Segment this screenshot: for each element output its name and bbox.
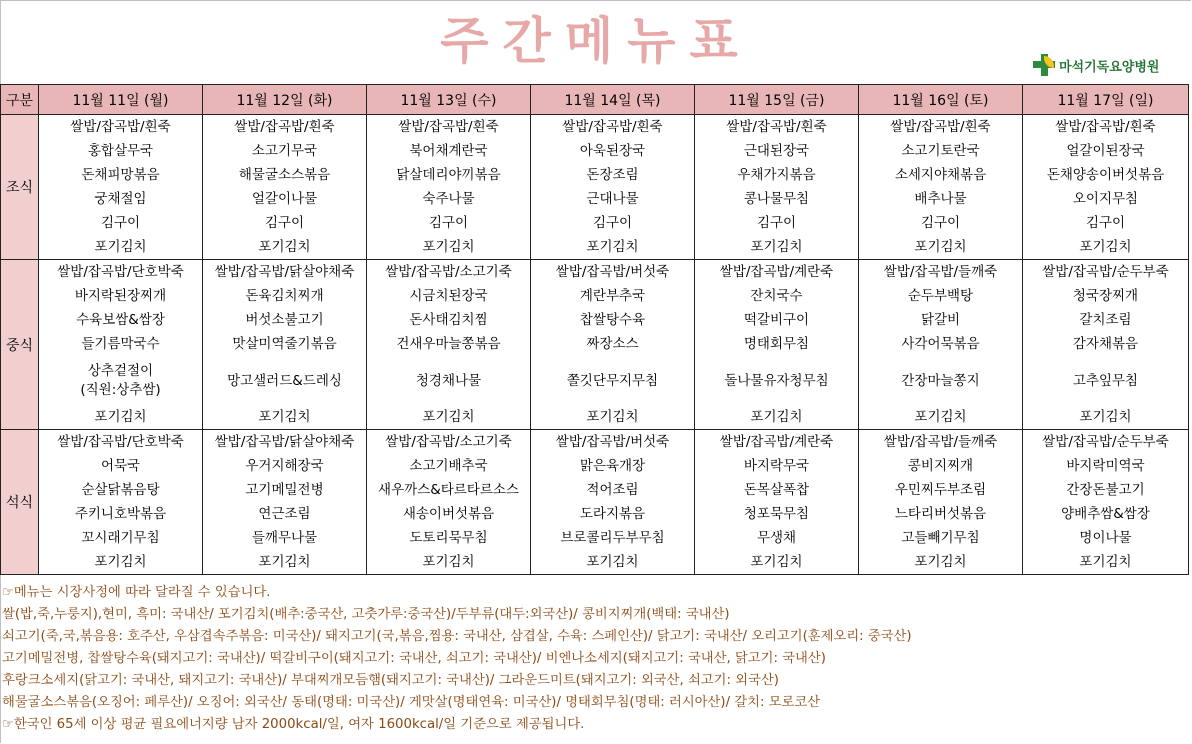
menu-cell: 계란부추국 bbox=[531, 284, 695, 308]
menu-row bbox=[1, 405, 1189, 430]
menu-cell: 망고샐러드&드레싱 bbox=[203, 356, 367, 405]
menu-row bbox=[1, 115, 1189, 140]
menu-cell: 꼬시래기무침 bbox=[39, 526, 203, 550]
menu-cell: 쌀밥/잡곡밥/닭살야채죽 bbox=[203, 260, 367, 285]
menu-cell: 돈목살폭찹 bbox=[695, 478, 859, 502]
menu-cell: 돌나물유자청무침 bbox=[695, 356, 859, 405]
menu-cell: 쌀밥/잡곡밥/버섯죽 bbox=[531, 430, 695, 455]
menu-cell: 아욱된장국 bbox=[531, 139, 695, 163]
menu-cell: 포기김치 bbox=[1023, 235, 1189, 260]
menu-cell: 우민찌두부조림 bbox=[859, 478, 1023, 502]
menu-cell: 해물굴소스볶음 bbox=[203, 163, 367, 187]
menu-row bbox=[1, 332, 1189, 356]
menu-row bbox=[1, 235, 1189, 260]
menu-cell: 쫄깃단무지무침 bbox=[531, 356, 695, 405]
menu-cell: 짜장소스 bbox=[531, 332, 695, 356]
menu-cell: 포기김치 bbox=[695, 235, 859, 260]
menu-cell: 쌀밥/잡곡밥/흰죽 bbox=[203, 115, 367, 140]
menu-cell: 닭갈비 bbox=[859, 308, 1023, 332]
menu-cell: 콩비지찌개 bbox=[859, 454, 1023, 478]
menu-cell: 쌀밥/잡곡밥/계란죽 bbox=[695, 430, 859, 455]
menu-cell: 포기김치 bbox=[695, 405, 859, 430]
menu-cell: 돈사태김치찜 bbox=[367, 308, 531, 332]
day-header: 11월 15일 (금) bbox=[695, 85, 859, 115]
menu-cell: 도라지볶음 bbox=[531, 502, 695, 526]
menu-row bbox=[1, 502, 1189, 526]
menu-row bbox=[1, 478, 1189, 502]
menu-cell: 김구이 bbox=[1023, 211, 1189, 235]
menu-cell: 청경채나물 bbox=[367, 356, 531, 405]
menu-cell: 오이지무침 bbox=[1023, 187, 1189, 211]
menu-cell: 김구이 bbox=[203, 211, 367, 235]
menu-cell: 새송이버섯볶음 bbox=[367, 502, 531, 526]
menu-cell: 도토리묵무침 bbox=[367, 526, 531, 550]
menu-cell: 포기김치 bbox=[39, 550, 203, 575]
menu-cell: 사각어묵볶음 bbox=[859, 332, 1023, 356]
day-header: 11월 12일 (화) bbox=[203, 85, 367, 115]
menu-cell: 김구이 bbox=[859, 211, 1023, 235]
menu-cell: 연근조림 bbox=[203, 502, 367, 526]
menu-cell: 갈치조림 bbox=[1023, 308, 1189, 332]
menu-cell: 포기김치 bbox=[531, 235, 695, 260]
menu-cell: 수육보쌈&쌈장 bbox=[39, 308, 203, 332]
menu-cell: 돈육김치찌개 bbox=[203, 284, 367, 308]
menu-cell: 포기김치 bbox=[203, 235, 367, 260]
menu-row bbox=[1, 454, 1189, 478]
menu-cell: 쌀밥/잡곡밥/들깨죽 bbox=[859, 430, 1023, 455]
menu-cell: 소세지야채볶음 bbox=[859, 163, 1023, 187]
menu-cell: 양배추쌈&쌈장 bbox=[1023, 502, 1189, 526]
menu-cell: 시금치된장국 bbox=[367, 284, 531, 308]
menu-row bbox=[1, 211, 1189, 235]
day-header: 11월 16일 (토) bbox=[859, 85, 1023, 115]
menu-cell: 포기김치 bbox=[367, 405, 531, 430]
menu-cell: 쌀밥/잡곡밥/닭살야채죽 bbox=[203, 430, 367, 455]
menu-cell: 소고기배추국 bbox=[367, 454, 531, 478]
menu-row bbox=[1, 526, 1189, 550]
menu-cell: 얼갈이된장국 bbox=[1023, 139, 1189, 163]
menu-cell: 명이나물 bbox=[1023, 526, 1189, 550]
menu-cell: 주키니호박볶음 bbox=[39, 502, 203, 526]
menu-cell: 포기김치 bbox=[859, 550, 1023, 575]
menu-cell: 포기김치 bbox=[859, 405, 1023, 430]
menu-cell: 적어조림 bbox=[531, 478, 695, 502]
meal-label: 조식 bbox=[1, 115, 39, 260]
menu-cell: 바지락된장찌개 bbox=[39, 284, 203, 308]
menu-cell: 포기김치 bbox=[695, 550, 859, 575]
menu-cell: 쌀밥/잡곡밥/흰죽 bbox=[695, 115, 859, 140]
menu-cell: 김구이 bbox=[695, 211, 859, 235]
weekly-menu-table bbox=[0, 84, 1189, 575]
menu-cell: 홍합살무국 bbox=[39, 139, 203, 163]
menu-cell: 찹쌀탕수육 bbox=[531, 308, 695, 332]
menu-cell: 청국장찌개 bbox=[1023, 284, 1189, 308]
notes-section bbox=[2, 582, 1188, 736]
meal-label: 석식 bbox=[1, 430, 39, 575]
menu-cell: 포기김치 bbox=[39, 235, 203, 260]
menu-cell: 건새우마늘쫑볶음 bbox=[367, 332, 531, 356]
menu-cell: 포기김치 bbox=[203, 550, 367, 575]
menu-cell: 느타리버섯볶음 bbox=[859, 502, 1023, 526]
menu-cell: 쌀밥/잡곡밥/소고기죽 bbox=[367, 260, 531, 285]
menu-cell: 버섯소불고기 bbox=[203, 308, 367, 332]
note-line: 후랑크소세지(닭고기: 국내산, 돼지고기: 국내산)/ 부대찌개모듬햄(돼지고기: 국내산)/ 그라운드미트(돼지고기: 외국산, 쇠고기: 외국산) bbox=[2, 673, 779, 688]
menu-row bbox=[1, 284, 1189, 308]
menu-cell: 쌀밥/잡곡밥/순두부죽 bbox=[1023, 430, 1189, 455]
menu-cell: 근대된장국 bbox=[695, 139, 859, 163]
menu-cell: 새우까스&타르타르소스 bbox=[367, 478, 531, 502]
menu-cell: 간장돈불고기 bbox=[1023, 478, 1189, 502]
menu-cell: 고추잎무침 bbox=[1023, 356, 1189, 405]
menu-cell: 쌀밥/잡곡밥/소고기죽 bbox=[367, 430, 531, 455]
menu-cell: 쌀밥/잡곡밥/단호박죽 bbox=[39, 430, 203, 455]
hospital-logo bbox=[1032, 52, 1159, 78]
menu-cell: 청포묵무침 bbox=[695, 502, 859, 526]
menu-cell: 북어채계란국 bbox=[367, 139, 531, 163]
note-line: ☞한국인 65세 이상 평균 필요에너지량 남자 2000kcal/일, 여자 1600kcal/일 기준으로 제공됩니다. bbox=[2, 717, 585, 732]
menu-row bbox=[1, 430, 1189, 455]
menu-cell: 들기름막국수 bbox=[39, 332, 203, 356]
menu-cell: 콩나물무침 bbox=[695, 187, 859, 211]
menu-cell: 순두부백탕 bbox=[859, 284, 1023, 308]
menu-cell: 포기김치 bbox=[1023, 550, 1189, 575]
menu-cell: 쌀밥/잡곡밥/흰죽 bbox=[531, 115, 695, 140]
day-header: 11월 11일 (월) bbox=[39, 85, 203, 115]
menu-cell: 쌀밥/잡곡밥/흰죽 bbox=[1023, 115, 1189, 140]
day-header: 11월 13일 (수) bbox=[367, 85, 531, 115]
menu-cell: 포기김치 bbox=[203, 405, 367, 430]
menu-cell: 포기김치 bbox=[1023, 405, 1189, 430]
menu-cell: 고들빼기무침 bbox=[859, 526, 1023, 550]
logo-text: 마석기독요양병원 bbox=[1059, 59, 1160, 75]
menu-cell: 포기김치 bbox=[367, 235, 531, 260]
menu-cell: 포기김치 bbox=[859, 235, 1023, 260]
menu-cell: 포기김치 bbox=[531, 405, 695, 430]
menu-cell: 맛살미역줄기볶음 bbox=[203, 332, 367, 356]
menu-cell: 쌀밥/잡곡밥/단호박죽 bbox=[39, 260, 203, 285]
menu-cell: 근대나물 bbox=[531, 187, 695, 211]
menu-row bbox=[1, 550, 1189, 575]
note-line: 고기메밀전병, 찹쌀탕수육(돼지고기: 국내산)/ 떡갈비구이(돼지고기: 국내산, 쇠고기: 국내산)/ 비엔나소세지(돼지고기: 국내산, 닭고기: 국내산) bbox=[2, 651, 826, 666]
menu-cell: 포기김치 bbox=[531, 550, 695, 575]
menu-cell: 쌀밥/잡곡밥/순두부죽 bbox=[1023, 260, 1189, 285]
menu-cell: 순살닭볶음탕 bbox=[39, 478, 203, 502]
menu-cell: 잔치국수 bbox=[695, 284, 859, 308]
menu-cell: 우채가지볶음 bbox=[695, 163, 859, 187]
menu-cell: 무생채 bbox=[695, 526, 859, 550]
menu-cell: 포기김치 bbox=[39, 405, 203, 430]
menu-cell: 맑은육개장 bbox=[531, 454, 695, 478]
menu-cell: 어묵국 bbox=[39, 454, 203, 478]
menu-cell: 돈장조림 bbox=[531, 163, 695, 187]
menu-cell: 쌀밥/잡곡밥/흰죽 bbox=[367, 115, 531, 140]
menu-cell: 소고기무국 bbox=[203, 139, 367, 163]
menu-cell: 궁채절임 bbox=[39, 187, 203, 211]
menu-cell: 김구이 bbox=[367, 211, 531, 235]
menu-cell: 떡갈비구이 bbox=[695, 308, 859, 332]
header-row bbox=[1, 85, 1189, 115]
menu-cell: 쌀밥/잡곡밥/버섯죽 bbox=[531, 260, 695, 285]
menu-cell: 고기메밀전병 bbox=[203, 478, 367, 502]
menu-cell: 들깨무나물 bbox=[203, 526, 367, 550]
note-line: 쇠고기(죽,국,볶음용: 호주산, 우삼겹속주볶음: 미국산)/ 돼지고기(국,볶음,찜용: 국내산, 삼겹살, 수육: 스페인산)/ 닭고기: 국내산/ 오리고기(훈제오리: 중국산) bbox=[2, 629, 912, 644]
menu-cell: 소고기토란국 bbox=[859, 139, 1023, 163]
menu-cell: 감자채볶음 bbox=[1023, 332, 1189, 356]
menu-cell: 닭살데리야끼볶음 bbox=[367, 163, 531, 187]
menu-cell: 배추나물 bbox=[859, 187, 1023, 211]
note-line: 쌀(밥,죽,누룽지),현미, 흑미: 국내산/ 포기김치(배추:중국산, 고춧가루:중국산)/두부류(대두:외국산)/ 콩비지찌개(백태: 국내산) bbox=[2, 607, 730, 622]
menu-cell: 쌀밥/잡곡밥/들깨죽 bbox=[859, 260, 1023, 285]
menu-cell: 브로콜리두부무침 bbox=[531, 526, 695, 550]
menu-cell: 돈채양송이버섯볶음 bbox=[1023, 163, 1189, 187]
menu-row bbox=[1, 139, 1189, 163]
menu-cell: 쌀밥/잡곡밥/계란죽 bbox=[695, 260, 859, 285]
menu-row bbox=[1, 356, 1189, 405]
menu-cell: 김구이 bbox=[531, 211, 695, 235]
menu-cell: 상추겉절이 (직원:상추쌈) bbox=[39, 356, 203, 405]
day-header: 11월 14일 (목) bbox=[531, 85, 695, 115]
menu-cell: 바지락무국 bbox=[695, 454, 859, 478]
header-corner: 구분 bbox=[1, 85, 39, 115]
day-header: 11월 17일 (일) bbox=[1023, 85, 1189, 115]
note-line: 해물굴소스볶음(오징어: 페루산)/ 오징어: 외국산/ 동태(명태: 미국산)/ 게맛살(명태연육: 미국산)/ 명태회무침(명태: 러시아산)/ 갈치: 모로코산 bbox=[2, 695, 821, 710]
note-line: ☞메뉴는 시장사정에 따라 달라질 수 있습니다. bbox=[2, 585, 271, 600]
menu-row bbox=[1, 260, 1189, 285]
menu-cell: 우거지해장국 bbox=[203, 454, 367, 478]
menu-cell: 간장마늘쫑지 bbox=[859, 356, 1023, 405]
cross-leaf-icon bbox=[1032, 54, 1056, 76]
menu-cell: 바지락미역국 bbox=[1023, 454, 1189, 478]
menu-cell: 포기김치 bbox=[367, 550, 531, 575]
menu-cell: 쌀밥/잡곡밥/흰죽 bbox=[859, 115, 1023, 140]
menu-row bbox=[1, 163, 1189, 187]
menu-row bbox=[1, 187, 1189, 211]
menu-cell: 돈채피망볶음 bbox=[39, 163, 203, 187]
menu-cell: 얼갈이나물 bbox=[203, 187, 367, 211]
menu-cell: 쌀밥/잡곡밥/흰죽 bbox=[39, 115, 203, 140]
menu-cell: 숙주나물 bbox=[367, 187, 531, 211]
menu-row bbox=[1, 308, 1189, 332]
meal-label: 중식 bbox=[1, 260, 39, 430]
menu-cell: 명태회무침 bbox=[695, 332, 859, 356]
menu-cell: 김구이 bbox=[39, 211, 203, 235]
page-title: 주간메뉴표 bbox=[440, 12, 752, 70]
